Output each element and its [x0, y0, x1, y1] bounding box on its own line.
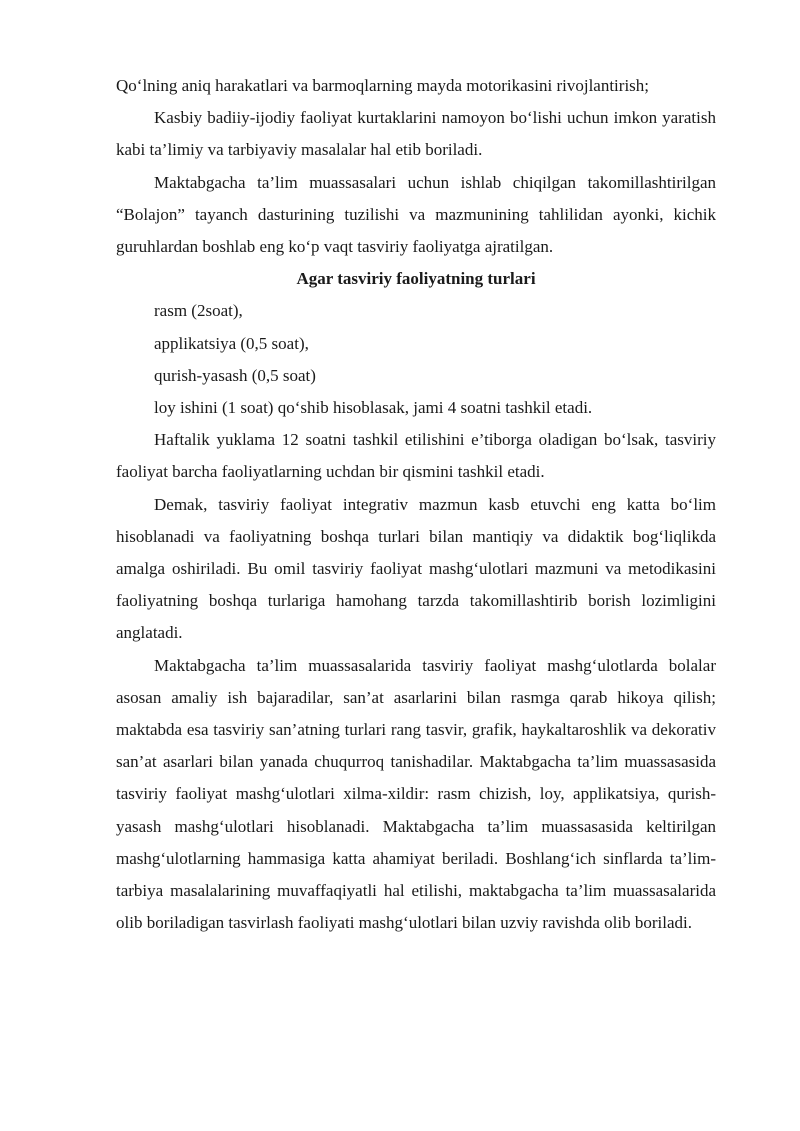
paragraph-bolajon: Maktabgacha ta’lim muassasalari uchun ishlab chiqilgan takomillashtirilgan “Bolajon” tayanch dasturining tuzilishi va mazmunining tahlilidan ayonki, kichik guruhlardan boshlab eng ko‘p vaqt tasviriy faoliyatga ajratilgan. [116, 172, 716, 257]
list-item-qurish-yasash: qurish-yasash (0,5 soat) [154, 365, 316, 385]
paragraph-kasbiy: Kasbiy badiiy-ijodiy faoliyat kurtaklarini namoyon bo‘lishi uchun imkon yaratish kabi ta’limiy va tarbiyaviy masalalar hal etib boriladi. [116, 108, 716, 160]
paragraph-demak: Demak, tasviriy faoliyat integrativ mazmun kasb etuvchi eng katta bo‘lim hisoblanadi va faoliyatning boshqa turlari bilan mantiqiy va didaktik bog‘liqlikda amalga oshiriladi. Bu omil tasviriy faoliyat mashg‘ulotlari mazmuni va metodikasini faoliyatning boshqa turlariga hamohang tarzda takomillashtirib borish lozimligini anglatadi. [116, 494, 716, 643]
list-item-applikatsiya: applikatsiya (0,5 soat), [154, 333, 309, 353]
list-item-rasm: rasm (2soat), [154, 301, 243, 321]
paragraph-maktabgacha: Maktabgacha ta’lim muassasalarida tasviriy faoliyat mashg‘ulotlarda bolalar asosan amaliy ish bajaradilar, san’at asarlarini bilan rasmga qarab hikoya qilish; maktabda esa tasviriy san’atning turlari rang tasvir, grafik, haykaltaroshlik va dekorativ san’at asarlari bilan yanada chuqurroq tanishadilar. Maktabgacha ta’lim muassasasida tasviriy faoliyat mashg‘ulotlari xilma-xildir: rasm chizish, loy, applikatsiya, qurish-yasash mashg‘ulotlari hisoblanadi. Maktabgacha ta’lim muassasasida keltirilgan mashg‘ulotlarning hammasiga katta ahamiyat beriladi. Boshlang‘ich sinflarda ta’lim-tarbiya masalalarining muvaffaqiyatli hal etilishi, maktabgacha ta’lim muassasalarida olib boriladigan tasvirlash faoliyati mashg‘ulotlari bilan uzviy ravishda olib boriladi. [116, 655, 716, 933]
paragraph-motorika: Qo‘lning aniq harakatlari va barmoqlarning mayda motorikasini rivojlantirish; [116, 76, 650, 95]
document-page [116, 70, 716, 939]
list-item-loy: loy ishini (1 soat) qo‘shib hisoblasak, jami 4 soatni tashkil etadi. [154, 398, 593, 418]
section-heading: Agar tasviriy faoliyatning turlari [296, 269, 536, 289]
paragraph-haftalik: Haftalik yuklama 12 soatni tashkil etilishini e’tiborga oladigan bo‘lsak, tasviriy faoliyat barcha faoliyatlarning uchdan bir qismini tashkil etadi. [116, 430, 716, 482]
